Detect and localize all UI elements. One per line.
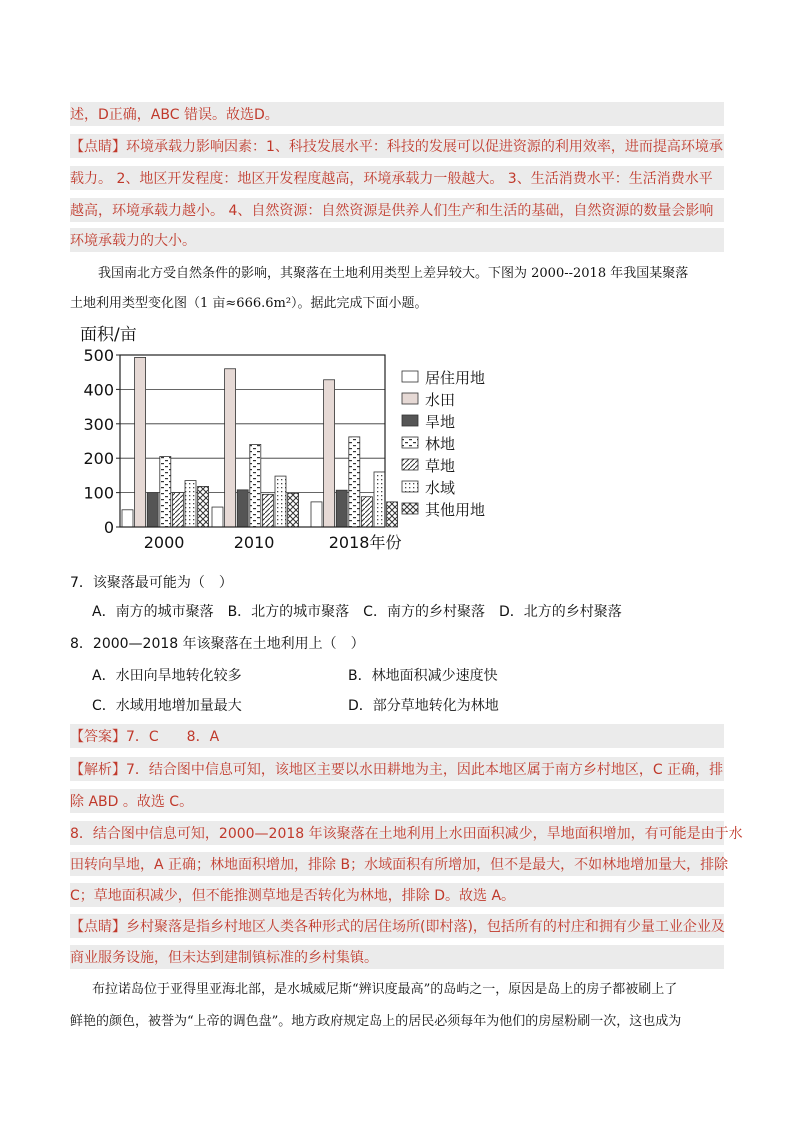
legend-swatch [402, 371, 418, 382]
next-intro-line-2: 鲜艳的颜色，被誉为“上帝的调色盘”。地方政府规定岛上的居民必须每年为他们的房屋粉刷一次，这也成为 [70, 1014, 682, 1029]
question-7-stem: 7．该聚落最可能为（ ） [70, 575, 233, 591]
bar [324, 380, 335, 527]
legend-swatch [402, 503, 418, 514]
tip-line-1 [70, 134, 724, 158]
legend-swatch [402, 437, 418, 448]
analysis-line-5: C；草地面积减少，但不能推测草地是否转化为林地，排除 D。故选 A。 [70, 883, 724, 907]
bar [336, 490, 347, 527]
tip-text-1: 环境承载力影响因素：1、科技发展水平：科技的发展可以促进资源的利用效率，进而提高环境承 [126, 139, 723, 155]
bar [172, 493, 183, 527]
y-tick-label: 0 [103, 518, 114, 537]
y-tick-label: 100 [83, 483, 114, 503]
tip2-line-2: 商业服务设施，但未达到建制镇标准的乡村集镇。 [70, 945, 724, 969]
legend-label: 草地 [425, 457, 456, 475]
analysis-label: 【解析】 [70, 762, 126, 778]
legend-label: 林地 [425, 435, 456, 453]
bar [275, 476, 286, 527]
bar [225, 369, 236, 527]
bar [160, 456, 171, 527]
legend-swatch [402, 415, 418, 426]
x-tick-label: 2018年份 [328, 533, 402, 552]
y-tick-label: 200 [83, 449, 114, 469]
tip2-line-1 [70, 914, 724, 938]
intro-line-1: 我国南北方受自然条件的影响，其聚落在土地利用类型上差异较大。下图为 2000--2018 年我国某聚落 [98, 266, 689, 281]
answer-label: 【答案】 [70, 729, 126, 745]
answer-text: 7．C 8．A [126, 729, 220, 745]
question-8-option-b: B．林地面积减少速度快 [348, 668, 498, 684]
legend-swatch [402, 393, 418, 404]
y-axis-label: 面积/亩 [80, 325, 137, 345]
legend-label: 居住用地 [425, 369, 486, 387]
bar [311, 502, 322, 527]
bar [349, 437, 360, 527]
analysis-line-1 [70, 757, 724, 781]
legend-label: 旱地 [425, 413, 456, 431]
question-7-options: A．南方的城市聚落 B．北方的城市聚落 C．南方的乡村聚落 D．北方的乡村聚落 [92, 604, 622, 620]
bar [237, 490, 248, 527]
question-8-option-c: C．水域用地增加量最大 [92, 698, 242, 714]
legend-label: 水域 [425, 479, 456, 497]
legend-swatch [402, 459, 418, 470]
land-use-bar-chart [80, 318, 520, 558]
bar [374, 472, 385, 527]
x-tick-label: 2000 [143, 533, 185, 552]
question-8-option-d: D．部分草地转化为林地 [348, 698, 499, 714]
bar [288, 493, 299, 527]
analysis-line-3: 8．结合图中信息可知，2000—2018 年该聚落在土地利用上水田面积减少，旱地面积增加，有可能是由于水 [70, 821, 724, 845]
y-tick-label: 300 [83, 414, 114, 434]
answer-line [70, 724, 724, 748]
x-tick-label: 2010 [233, 533, 275, 552]
bar [212, 507, 223, 527]
bar [185, 481, 196, 527]
legend-label: 其他用地 [425, 501, 486, 519]
y-tick-label: 400 [83, 380, 114, 400]
bar [147, 493, 158, 527]
tip2-text-1: 乡村聚落是指乡村地区人类各种形式的居住场所(即村落)，包括所有的村庄和拥有少量工业企业及 [126, 919, 725, 935]
analysis-line-4: 田转向旱地，A 正确；林地面积增加，排除 B；水域面积有所增加，但不是最大，不如林地增加量大，排除 [70, 852, 724, 876]
tip2-label: 【点睛】 [70, 919, 126, 935]
bar [262, 494, 273, 527]
legend-swatch [402, 481, 418, 492]
bar [361, 497, 372, 527]
bar [135, 357, 146, 527]
analysis-line-2: 除 ABD 。故选 C。 [70, 789, 724, 813]
question-8-stem: 8．2000—2018 年该聚落在土地利用上（ ） [70, 636, 365, 652]
bar [387, 502, 398, 527]
tip-line-2: 载力。 2、地区开发程度：地区开发程度越高，环境承载力一般越大。 3、生活消费水平：生活消费水平 [70, 166, 724, 190]
bar [122, 510, 133, 527]
y-tick-label: 500 [83, 346, 114, 365]
next-intro-line-1: 布拉诺岛位于亚得里亚海北部，是水城威尼斯“辨识度最高”的岛屿之一，原因是岛上的房子都被刷上了 [92, 982, 678, 997]
question-8-option-a: A．水田向旱地转化较多 [92, 668, 242, 684]
tip-line-4: 环境承载力的大小。 [70, 228, 724, 252]
legend-label: 水田 [425, 391, 456, 409]
tip-line-3: 越高，环境承载力越小。 4、自然资源：自然资源是供养人们生产和生活的基础，自然资源的数量会影响 [70, 198, 724, 222]
intro-line-2: 土地利用类型变化图（1 亩≈666.6m²）。据此完成下面小题。 [70, 296, 428, 311]
analysis-text-1: 7．结合图中信息可知，该地区主要以水田耕地为主，因此本地区属于南方乡村地区，C 正确，排 [126, 762, 724, 778]
tip-label: 【点睛】 [70, 139, 126, 155]
prev-answer-line: 述，D正确，ABC 错误。故选D。 [70, 102, 724, 126]
bar [250, 444, 261, 527]
bar [198, 486, 209, 527]
